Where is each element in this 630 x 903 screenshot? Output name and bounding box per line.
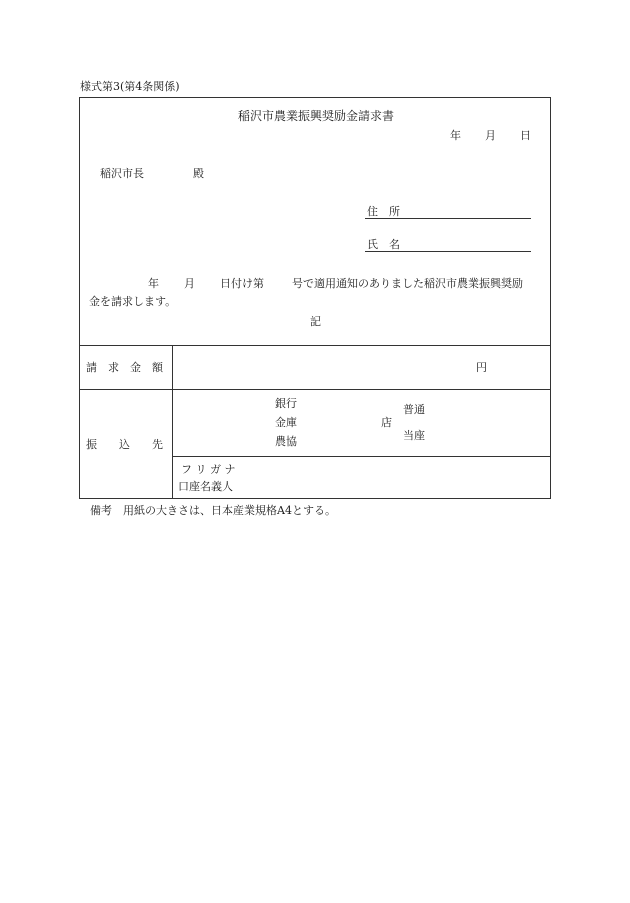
addressee-honorific: 殿 (193, 167, 204, 180)
body-day-label: 日付け第 (220, 277, 264, 290)
body-text-line2: 金を請求します。 (89, 295, 177, 308)
amount-field[interactable] (180, 350, 470, 384)
branch-label: 店 (381, 416, 392, 429)
furigana-label: フ リ ガ ナ (181, 463, 236, 476)
institution-type-bank: 銀行 (275, 397, 297, 410)
body-text-line1: 号で適用通知のありました稲沢市農業振興奨励 (292, 277, 523, 290)
name-label: 氏 名 (367, 238, 400, 251)
yen-unit-label: 円 (476, 361, 487, 374)
institution-type-kinko: 金庫 (275, 416, 297, 429)
body-year-label: 年 (148, 277, 159, 290)
account-type-current: 当座 (403, 429, 425, 442)
footnote: 備考 用紙の大きさは、日本産業規格A4とする。 (90, 504, 336, 517)
divider-label-column (172, 345, 173, 499)
account-holder-label: 口座名義人 (178, 480, 233, 493)
transfer-label: 振 込 先 (86, 438, 163, 451)
institution-type-nokyo: 農協 (275, 435, 297, 448)
date-day-label: 日 (520, 129, 531, 142)
document-title: 稲沢市農業振興奨励金請求書 (238, 109, 395, 123)
account-type-ordinary: 普通 (403, 403, 425, 416)
body-month-label: 月 (184, 277, 195, 290)
divider-account-holder (172, 456, 551, 457)
date-month-label: 月 (485, 129, 496, 142)
address-field[interactable] (365, 218, 531, 219)
form-number-label: 様式第3(第4条関係) (80, 80, 180, 93)
address-label: 住 所 (367, 205, 400, 218)
name-field[interactable] (365, 251, 531, 252)
addressee-name: 稲沢市長 (100, 167, 144, 180)
ki-label: 記 (310, 315, 321, 328)
divider-amount-top (79, 345, 551, 346)
amount-label: 請 求 金 額 (86, 361, 163, 374)
divider-amount-bottom (79, 389, 551, 390)
date-year-label: 年 (450, 129, 461, 142)
